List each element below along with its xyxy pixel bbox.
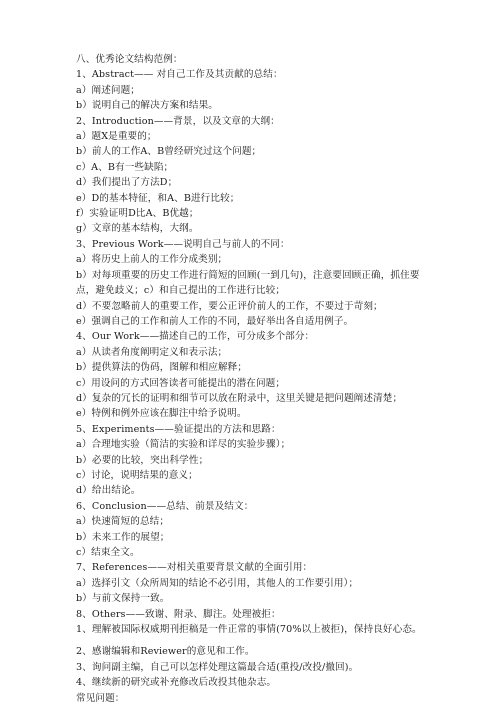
list-item: d）不要忽略前人的重要工作，要公正评价前人的工作，不要过于苛刻； [76,300,383,312]
list-item: b）提供算法的伪码，图解和相应解释； [76,362,248,374]
list-item: 2、Introduction——背景，以及文章的大纲： [76,115,280,127]
list-item: d）给出结论。 [76,485,141,497]
list-item: d）我们提出了方法D； [76,177,178,189]
list-item: 1、理解被国际权威期刊拒稿是一件正常的事情(70%以上被拒)，保持良好心态。 [76,624,422,636]
list-item: a）快速简短的总结； [76,516,170,528]
list-item: e）特例和例外应该在脚注中给予说明。 [76,408,247,420]
list-item: 3、Previous Work——说明自己与前人的不同： [76,238,290,250]
list-item: 3、询问副主编，自己可以怎样处理这篇最合适(重投/改投/撤回)。 [76,661,359,673]
list-item: a）从读者角度阐明定义和表示法； [76,346,228,358]
section-heading: 常见问题： [76,692,125,704]
list-item: b）与前文保持一致。 [76,593,170,605]
document-body [76,52,432,706]
list-item: 2、感谢编辑和Reviewer的意见和工作。 [76,646,255,658]
list-item: b）说明自己的解决方案和结果。 [76,100,218,112]
section-heading: 八、优秀论文结构范例： [76,54,183,65]
list-item: e）强调自己的工作和前人工作的不同，最好举出各自适用例子。 [76,315,354,327]
list-item: 8、Others——致谢、附录、脚注。处理被拒： [76,608,281,620]
list-item: 4、Our Work——描述自己的工作，可分成多个部分： [76,331,315,343]
list-item: b）未来工作的展望； [76,531,170,543]
list-item: d）复杂的冗长的证明和细节可以放在附录中，这里关键是把问题阐述清楚； [76,392,403,404]
list-item: b）前人的工作A、B曾经研究过这个问题； [76,146,262,158]
paragraph-gap [76,637,432,644]
list-item: 4、继续新的研究或补充修改后改投其他杂志。 [76,677,277,689]
list-item: a）题X是重要的； [76,131,157,143]
list-item: 6、Conclusion——总结、前景及结文： [76,500,254,512]
list-item: g）文章的基本结构，大纲。 [76,223,199,235]
list-item: c）结束全文。 [76,547,140,558]
list-item: 5、Experiments——验证提出的方法和思路： [76,423,281,435]
list-item: c）用设问的方式回答读者可能提出的潜在问题； [76,377,286,389]
list-item: c）A、B有一些缺陷； [76,161,174,173]
list-item: a）选择引文（众所周知的结论不必引用，其他人的工作要引用）； [76,577,359,589]
list-item: a）将历史上前人的工作分成类别； [76,254,228,266]
list-item: a）阐述问题； [76,84,140,96]
list-item: b）对每项重要的历史工作进行简短的回顾(一到几句)，注意要回顾正确，抓住要点，避免歧义；c）和自己提出的工作进行比较； [76,269,420,297]
list-item: b）必要的比较，突出科学性； [76,454,209,466]
list-item: 1、Abstract—— 对自己工作及其贡献的总结： [76,69,283,81]
list-item: a）合理地实验（简洁的实验和详尽的实验步骤）； [76,439,291,451]
list-item: f）实验证明D比A、B优越； [76,208,199,220]
list-item: c）讨论，说明结果的意义； [76,469,198,481]
list-item: 7、References——对相关重要背景文献的全面引用： [76,562,313,574]
list-item: e）D的基本特征，和A、B进行比较； [76,192,240,204]
